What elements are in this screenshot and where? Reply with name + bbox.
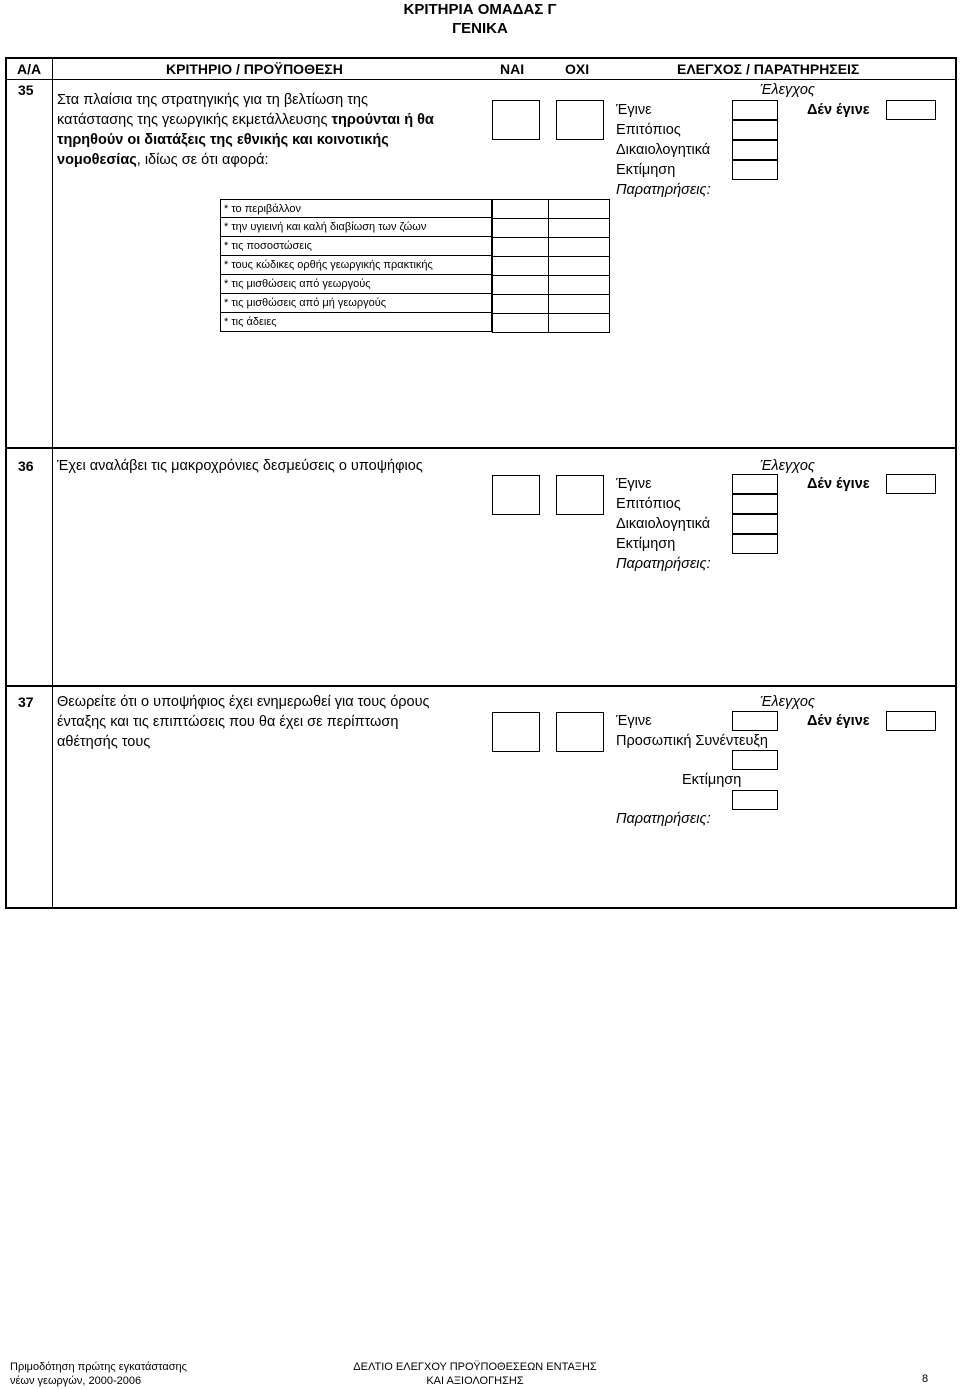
footer-left-line2: νέων γεωργών, 2000-2006: [10, 1375, 142, 1387]
not-done-checkbox[interactable]: [886, 474, 936, 494]
method-onsite-checkbox[interactable]: [732, 494, 778, 514]
not-done-label: Δέν έγινε: [807, 713, 870, 729]
criterion-line: Θεωρείτε ότι ο υποψήφιος έχει ενημερωθεί για τους όρους: [57, 694, 430, 710]
method-interview-label: Προσωπική Συνέντευξη: [616, 733, 768, 749]
done-checkbox[interactable]: [732, 100, 778, 120]
method-documents-label: Δικαιολογητικά: [616, 516, 711, 532]
column-header-check: ΕΛΕΓΧΟΣ / ΠΑΡΑΤΗΡΗΣΕΙΣ: [677, 61, 860, 77]
criterion-line: κατάστασης της γεωργικής εκμετάλλευσης τηρούνται ή θα: [57, 112, 434, 128]
footer-center-line1: ΔΕΛΤΙΟ ΕΛΕΓΧΟΥ ΠΡΟΫΠΟΘΕΣΕΩΝ ΕΝΤΑΞΗΣ: [353, 1361, 597, 1373]
sub-item: * την υγιεινή και καλή διαβίωση των ζώων: [220, 218, 492, 237]
method-estimate-checkbox[interactable]: [732, 790, 778, 810]
method-interview-checkbox[interactable]: [732, 750, 778, 770]
no-checkbox[interactable]: [556, 100, 604, 140]
column-header-no: ΟΧΙ: [565, 61, 590, 77]
done-label: Έγινε: [616, 102, 652, 118]
method-estimate-checkbox[interactable]: [732, 534, 778, 554]
method-estimate-label: Εκτίμηση: [616, 536, 676, 552]
page-subtitle: ΓΕΝΙΚΑ: [452, 20, 508, 37]
criterion-text: [57, 456, 423, 476]
footer-center: [340, 1360, 610, 1388]
sub-item: * τις μισθώσεις από μή γεωργούς: [220, 294, 492, 313]
method-documents-checkbox[interactable]: [732, 514, 778, 534]
method-estimate-checkbox[interactable]: [732, 160, 778, 180]
row-number: 37: [18, 694, 34, 710]
criterion-line: νομοθεσίας, ιδίως σε ότι αφορά:: [57, 152, 269, 168]
method-onsite-label: Επιτόπιος: [616, 496, 681, 512]
column-header-aa: Α/Α: [17, 61, 42, 77]
footer-left: [10, 1360, 187, 1388]
page-number: 8: [922, 1373, 929, 1385]
criterion-line: Έχει αναλάβει τις μακροχρόνιες δεσμεύσεις ο υποψήφιος: [57, 458, 423, 474]
done-label: Έγινε: [616, 713, 652, 729]
sub-item: * το περιβάλλον: [220, 199, 492, 218]
criterion-line: ένταξης και τις επιπτώσεις που θα έχει σε περίπτωση: [57, 714, 399, 730]
method-onsite-label: Επιτόπιος: [616, 122, 681, 138]
remarks-label: Παρατηρήσεις:: [616, 811, 711, 827]
not-done-label: Δέν έγινε: [807, 102, 870, 118]
footer-center-line2: ΚΑΙ ΑΞΙΟΛΟΓΗΣΗΣ: [426, 1375, 524, 1387]
method-onsite-checkbox[interactable]: [732, 120, 778, 140]
yes-checkbox[interactable]: [492, 712, 540, 752]
not-done-label: Δέν έγινε: [807, 476, 870, 492]
method-documents-checkbox[interactable]: [732, 140, 778, 160]
method-documents-label: Δικαιολογητικά: [616, 142, 711, 158]
not-done-checkbox[interactable]: [886, 100, 936, 120]
sub-item: * τις ποσοστώσεις: [220, 237, 492, 256]
row-number: 35: [18, 82, 34, 98]
no-checkbox[interactable]: [556, 712, 604, 752]
criterion-line: αθέτησής τους: [57, 734, 151, 750]
check-heading: Έλεγχος: [760, 694, 815, 710]
remarks-label: Παρατηρήσεις:: [616, 182, 711, 198]
yes-checkbox[interactable]: [492, 100, 540, 140]
done-label: Έγινε: [616, 476, 652, 492]
remarks-label: Παρατηρήσεις:: [616, 556, 711, 572]
method-estimate-label: Εκτίμηση: [616, 162, 676, 178]
sub-item: * τις άδειες: [220, 313, 492, 332]
method-estimate-label: Εκτίμηση: [682, 772, 742, 788]
column-header-criterion: ΚΡΙΤΗΡΙΟ / ΠΡΟΫΠΟΘΕΣΗ: [166, 61, 343, 77]
footer-left-line1: Πριμοδότηση πρώτης εγκατάστασης: [10, 1361, 187, 1373]
page-title: ΚΡΙΤΗΡΙΑ ΟΜΑΔΑΣ Γ: [403, 1, 557, 18]
row-number: 36: [18, 458, 34, 474]
criterion-text: [57, 90, 434, 170]
no-checkbox[interactable]: [556, 475, 604, 515]
yes-checkbox[interactable]: [492, 475, 540, 515]
column-header-yes: ΝΑΙ: [500, 61, 525, 77]
check-heading: Έλεγχος: [760, 82, 815, 98]
criterion-line: Στα πλαίσια της στρατηγικής για τη βελτίωση της: [57, 92, 368, 108]
not-done-checkbox[interactable]: [886, 711, 936, 731]
done-checkbox[interactable]: [732, 711, 778, 731]
sub-item: * τους κώδικες ορθής γεωργικής πρακτικής: [220, 256, 492, 275]
done-checkbox[interactable]: [732, 474, 778, 494]
criterion-text: [57, 692, 430, 752]
sub-item: * τις μισθώσεις από γεωργούς: [220, 275, 492, 294]
check-heading: Έλεγχος: [760, 458, 815, 474]
criterion-line: τηρηθούν οι διατάξεις της εθνικής και κοινοτικής: [57, 132, 389, 148]
